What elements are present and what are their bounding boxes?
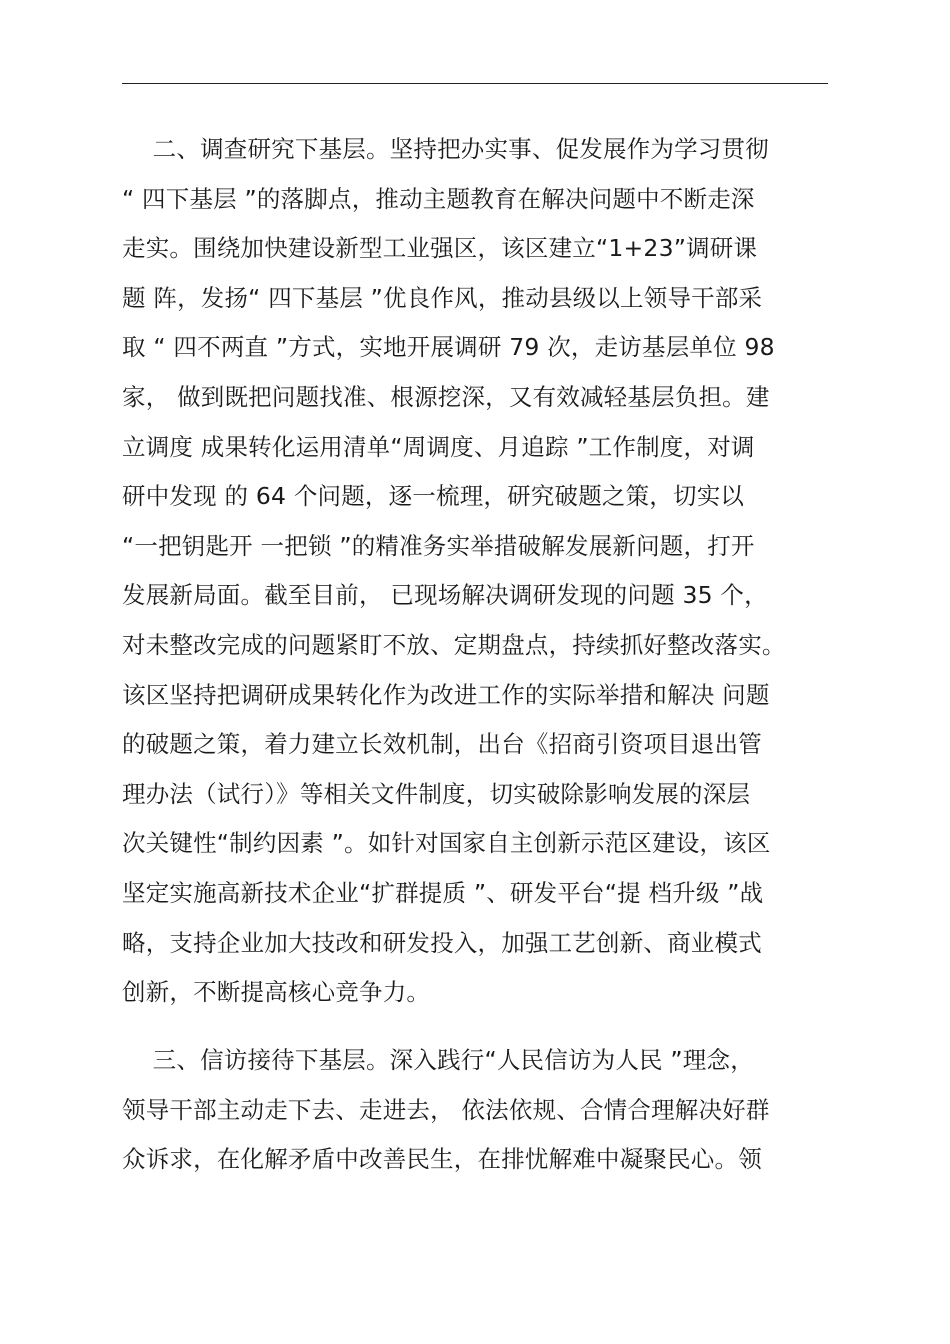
text-line: 研中发现 的 64 个问题，逐一梳理，研究破题之策，切实以 xyxy=(122,482,745,511)
text-line: 该区坚持把调研成果转化作为改进工作的实际举措和解决 问题 xyxy=(122,680,770,709)
text-line: 略，支持企业加大技改和研发投入，加强工艺创新、商业模式 xyxy=(122,928,762,957)
text-line: 立调度 成果转化运用清单“周调度、月追踪 ”工作制度，对调 xyxy=(122,432,755,461)
text-line: 创新，不断提高核心竞争力。 xyxy=(122,978,431,1007)
text-line: 坚定实施高新技术企业“扩群提质 ”、研发平台“提 档升级 ”战 xyxy=(122,878,764,907)
text-line: 对未整改完成的问题紧盯不放、定期盘点，持续抓好整改落实。 xyxy=(122,630,786,659)
text-line: 理办法（试行）》等相关文件制度，切实破除影响发展的深层 xyxy=(122,779,751,808)
text-line: “ 四下基层 ”的落脚点，推动主题教育在解决问题中不断走深 xyxy=(122,184,755,213)
text-line: 走实。围绕加快建设新型工业强区，该区建立“1+23”调研课 xyxy=(122,234,758,263)
text-line: 领导干部主动走下去、走进去， 依法依规、合情合理解决好群 xyxy=(122,1095,770,1124)
text-line: 发展新局面。截至目前， 已现场解决调研发现的问题 35 个， xyxy=(122,581,768,610)
text-line: 三、信访接待下基层。深入践行“人民信访为人民 ”理念， xyxy=(122,1046,754,1074)
text-line: 家， 做到既把问题找准、根源挖深，又有效减轻基层负担。建 xyxy=(122,382,770,411)
text-line: 二、调查研究下基层。坚持把办实事、促发展作为学习贯彻 xyxy=(122,135,769,163)
text-line: “一把钥匙开 一把锁 ”的精准务实举措破解发展新问题，打开 xyxy=(122,531,755,560)
text-line: 众诉求，在化解矛盾中改善民生，在排忧解难中凝聚民心。领 xyxy=(122,1145,762,1174)
text-line: 的破题之策，着力建立长效机制，出台《招商引资项目退出管 xyxy=(122,730,762,759)
text-line: 次关键性“制约因素 ”。如针对国家自主创新示范区建设，该区 xyxy=(122,829,771,858)
text-line: 取 “ 四不两直 ”方式，实地开展调研 79 次，走访基层单位 98 xyxy=(122,333,775,362)
paragraph-petition xyxy=(122,1036,842,1185)
text-line: 题 阵，发扬“ 四下基层 ”优良作风，推动县级以上领导干部采 xyxy=(122,283,763,312)
header-rule xyxy=(122,83,828,84)
paragraph-investigation xyxy=(122,125,842,1018)
